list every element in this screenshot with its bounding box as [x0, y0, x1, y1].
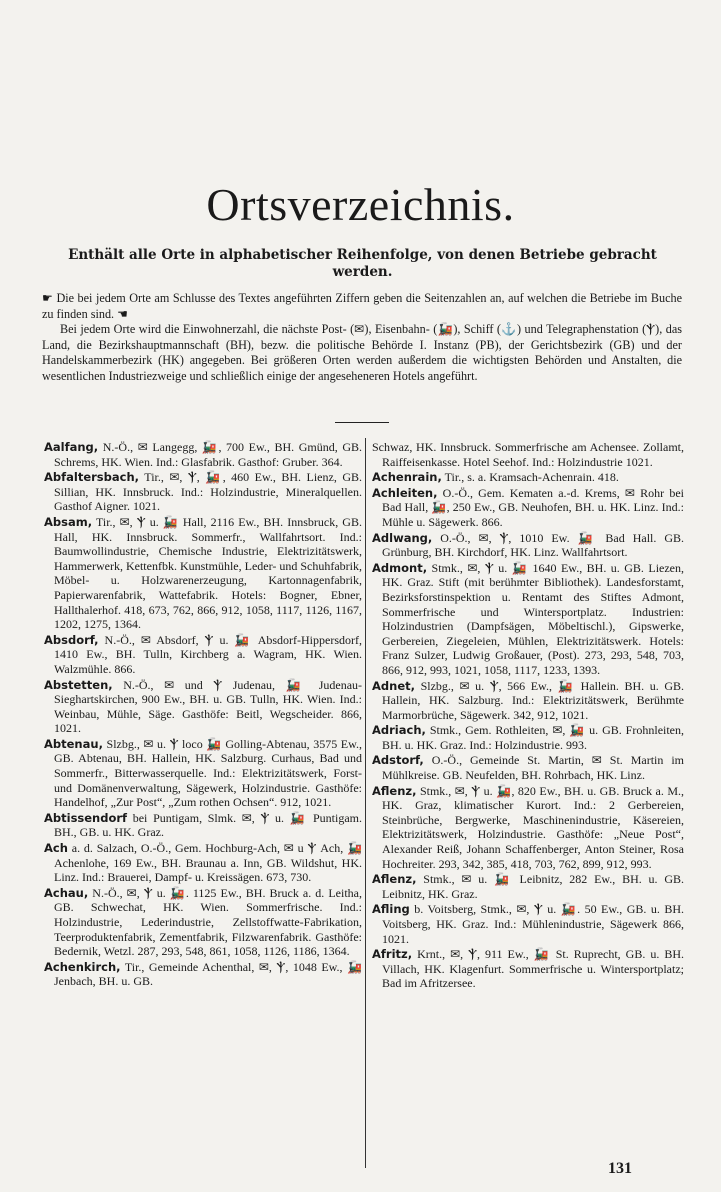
entry — [44, 440, 362, 469]
entry-text: b. Voitsberg, Stmk., ✉, Ⲯ u. 🚂. 50 Ew., GB. u. BH. Voitsberg, HK. Graz. Ind.: Mühlenindustrie, Sägewerk 866, 1021. — [382, 902, 684, 946]
entry-text: N.-Ö., ✉ Absdorf, Ⲯ u. 🚂 Absdorf-Hippersdorf, 1410 Ew., BH. Tulln, Kirchberg a. Wagram, HK. Wien. Walzmühle. 866. — [54, 632, 362, 676]
entry-head: Absam, — [44, 514, 93, 529]
entry-head: Admont, — [372, 560, 428, 575]
entry-text: Stmk., ✉, Ⲯ u. 🚂, 820 Ew., BH. u. GB. Bruck a. M., HK. Graz, klimatischer Kurort. Ind.: 2 Gerbereien, Steinbrüche, Bergwerke, Maschinenindustrie, Käsereien, Elektrizitätswerk, Holzindustrie. Gasthöfe: „Neue Post“, Alexander Reiß, Johann Schaffenberger, Anton Steiner, Rosa Hochreiter. 293, 342, 385, 418, 703, 762, 899, 912, 993. — [382, 783, 684, 871]
entry — [44, 737, 362, 810]
entry — [44, 515, 362, 632]
entry-text: N.-Ö., ✉ Langegg, 🚂, 700 Ew., BH. Gmünd, GB. Schrems, HK. Wien. Ind.: Glasfabrik. Gasthof: Gruber. 364. — [54, 440, 362, 469]
entry — [44, 886, 362, 959]
separator-rule — [335, 422, 389, 423]
entry-text: Stmk., Gem. Rothleiten, ✉, 🚂 u. GB. Frohnleiten, BH. u. HK. Graz. Ind.: Holzindustrie. 993. — [382, 723, 684, 752]
entry-text: N.-Ö., ✉, Ⲯ u. 🚂. 1125 Ew., BH. Bruck a. d. Leitha, GB. Schwechat, HK. Wien. Sommerfrische. Ind.: Holzindustrie, Lederindustrie, Zellstoffwatte-Fabrikation, Teerproduktenfabrik, Zementfabrik, Filzwarenfabrik. Gasthöfe: Bedernik, Wetzl. 287, 293, 548, 861, 1058, 1126, 1186, 1364. — [54, 885, 362, 959]
entry-text: Tir., ✉, Ⲯ, 🚂, 460 Ew., BH. Lienz, GB. Sillian, HK. Innsbruck. Ind.: Holzindustrie, Mineralquellen. Gasthof Aigner. 1021. — [54, 470, 362, 514]
entry-head: Adriach, — [372, 723, 426, 738]
entry-text: N.-Ö., ✉ und Ⲯ Judenau, 🚂 Judenau-Sieghartskirchen, 900 Ew., BH. u. GB. Tulln, HK. Wien. Ind.: Weinbau, Mühle, Säge. Gasthöfe: Beitl, Wegscheider. 866, 1021. — [54, 677, 362, 736]
entry — [44, 960, 362, 989]
entry — [372, 753, 684, 782]
entry-text: Slzbg., ✉ u. Ⲯ loco 🚂 Golling-Abtenau, 3575 Ew., GB. Abtenau, BH. Hallein, HK. Salzburg. Curhaus, Bad und Sommerfr., Bitterwasserquelle. Ind.: Elektrizitätswerk, Forst- und Domänenverwaltung, Sägewerk, Holzindustrie. Gasthöfe: Handelhof, „Zur Post“, „Zum rothen Ochsen“. 912, 1021. — [54, 736, 362, 810]
entry — [372, 723, 684, 752]
entry — [372, 486, 684, 530]
page-number: 131 — [608, 1160, 632, 1177]
entry-head: Abstetten, — [44, 677, 113, 692]
page-subtitle: Enthält alle Orte in alphabetischer Reihenfolge, von denen Betriebe gebracht werden. — [68, 247, 657, 280]
left-column — [44, 440, 362, 1170]
entry — [372, 784, 684, 872]
entry-head: Ach — [44, 841, 68, 856]
entry-text: O.-Ö., Gem. Kematen a.-d. Krems, ✉ Rohr bei Bad Hall, 🚂, 250 Ew., GB. Neuhofen, BH. u. HK. Linz. Ind.: Mühle u. Sägewerk. 866. — [382, 485, 684, 529]
entry-head: Aalfang, — [44, 440, 99, 454]
entry-head: Abtenau, — [44, 736, 103, 751]
entry-head: Achenkirch, — [44, 959, 121, 974]
entry — [372, 470, 684, 485]
entry-head: Abtissendorf — [44, 810, 128, 825]
entry — [372, 902, 684, 946]
entry-head: Achleiten, — [372, 485, 438, 500]
intro-text — [42, 291, 682, 384]
entry-text: O.-Ö., Gemeinde St. Martin, ✉ St. Martin im Mühlkreise. GB. Neufelden, BH. Rohrbach, HK. Linz. — [382, 753, 684, 783]
entry-head: Adlwang, — [372, 530, 433, 545]
entry-text: Krnt., ✉, Ⲯ, 911 Ew., 🚂 St. Ruprecht, GB. u. BH. Villach, HK. Klagenfurt. Sommerfrische u. Wintersportplatz; Bad im Afritzersee. — [382, 947, 684, 991]
entry-head: Adstorf, — [372, 753, 424, 768]
entry-head: Abfaltersbach, — [44, 470, 140, 485]
entry-head: Aflenz, — [372, 872, 417, 887]
entry — [44, 633, 362, 677]
entry-head: Afritz, — [372, 947, 413, 962]
page-title: Ortsverzeichnis. — [206, 179, 515, 230]
entry-head: Achau, — [44, 885, 89, 900]
entry-text: bei Puntigam, Slmk. ✉, Ⲯ u. 🚂 Puntigam. BH., GB. u. HK. Graz. — [54, 810, 362, 840]
intro-paragraph: ☛ Die bei jedem Orte am Schlusse des Textes angeführten Ziffern geben die Seitenzahlen an, auf welchen die Betriebe im Buche zu finden sind. ☚ — [42, 291, 682, 321]
entry — [44, 811, 362, 840]
entry-text: Stmk., ✉, Ⲯ u. 🚂 1640 Ew., BH. u. GB. Liezen, HK. Graz. Stift (mit berühmter Bibliothek). Landesforstamt, Bezirksforstinspektion u. Rentamt des Stiftes Admont, Sommerfrische und Wintersportplatz. Industrien: Holzindustrien (Dampfsägen, Möbeltischl.), Gipswerke, Gerbereien, Ziegeleien, Mühlen, Elektrizitätswerk. Hotels: Franz Sulzer, Ludwig Großauer, (Post). 273, 293, 548, 703, 866, 912, 993, 1021, 1058, 1117, 1233, 1393. — [382, 560, 684, 677]
entry — [372, 679, 684, 723]
entry-text: Tir., s. a. Kramsach-Achenrain. 418. — [444, 470, 619, 485]
column-divider — [365, 438, 366, 1168]
entry — [372, 872, 684, 901]
entry-text: Tir., Gemeinde Achenthal, ✉, Ⲯ, 1048 Ew., 🚂 Jenbach, BH. u. GB. — [54, 959, 362, 989]
entry-text: Slzbg., ✉ u. Ⲯ, 566 Ew., 🚂 Hallein. BH. u. GB. Hallein, HK. Salzburg. Ind.: Elektrizitätswerk, Berühmte Marmorbrüche, Sägewerk. 342, 912, 1021. — [382, 678, 684, 722]
entry-head: Adnet, — [372, 678, 415, 693]
entry — [372, 531, 684, 560]
entry-text: Stmk., ✉ u. 🚂 Leibnitz, 282 Ew., BH. u. GB. Leibnitz, HK. Graz. — [382, 872, 684, 901]
entry — [44, 841, 362, 885]
entry — [372, 947, 684, 991]
entry — [372, 561, 684, 678]
entry-text: a. d. Salzach, O.-Ö., Gem. Hochburg-Ach, ✉ u Ⲯ Ach, 🚂 Achenlohe, 169 Ew., BH. Braunau a. Inn, GB. Wildshut, HK. Linz. Ind.: Brauerei, Dampf- u. Kreissägen. 673, 730. — [54, 841, 362, 885]
entry-head: Aflenz, — [372, 783, 417, 798]
entry — [44, 678, 362, 736]
entry-text: O.-Ö., ✉, Ⲯ, 1010 Ew. 🚂 Bad Hall. GB. Grünburg, BH. Kirchdorf, HK. Linz. Wallfahrtsort. — [382, 530, 684, 560]
entry-text: Tir., ✉, Ⲯ u. 🚂 Hall, 2116 Ew., BH. Innsbruck, GB. Hall, HK. Innsbruck. Sommerfr., Wallfahrtsort. Ind.: Baumwollindustrie, Chemische Industrie, Elektrizitätswerk, Hammerwerk, Kettenfbk. Kunstmühle, Leder- und Schuhfabrik, Möbel- u. Holzwarenerzeugung, Kartonnagenfabrik, Papierwarenfabrik, Wattefabrik. Hotels: Bogner, Ebner, Hallthalerhof. 418, 673, 762, 866, 912, 1058, 1117, 1126, 1167, 1202, 1275, 1364. — [54, 514, 362, 632]
entry — [44, 470, 362, 514]
entry-head: Afling — [372, 902, 410, 917]
entry-text: Schwaz, HK. Innsbruck. Sommerfrische am Achensee. Zollamt, Raiffeisenkasse. Hotel Seehof. Ind.: Holzindustrie 1021. — [372, 440, 684, 469]
intro-paragraph: Bei jedem Orte wird die Einwohnerzahl, die nächste Post- (✉), Eisenbahn- (🚂), Schiff (⚓) und Telegraphenstation (Ⲯ), das Land, die Bezirkshauptmannschaft (BH), bezw. die politische Behörde I. Instanz (PB), der Gerichtsbezirk (GB) und der Handelskammerbezirk (HK) angegeben. Bei größeren Orten werden außerdem die wichtigsten Behörden und Anstalten, die wesentlichen Industriezweige und schließlich einige der angeseheneren Hotels angeführt. — [42, 322, 682, 383]
entry-head: Absdorf, — [44, 632, 99, 647]
entry — [372, 440, 684, 469]
entry-head: Achenrain, — [372, 470, 442, 485]
right-column — [372, 440, 684, 1170]
